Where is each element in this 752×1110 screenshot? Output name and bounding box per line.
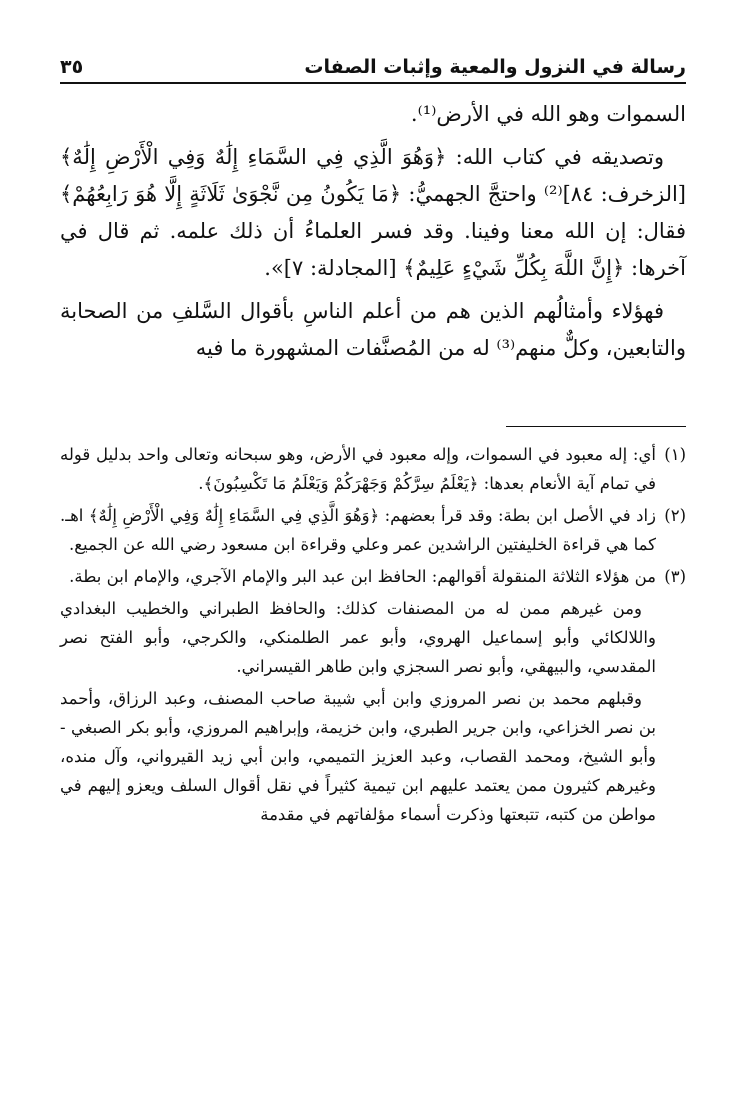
footnote-marker: (٣) [664, 567, 686, 586]
header-divider [60, 82, 686, 84]
running-title: رسالة في النزول والمعية وإثبات الصفات [304, 56, 686, 78]
footnote-3 [60, 562, 686, 591]
book-page [60, 0, 686, 1110]
main-paragraph-3: فهؤلاء وأمثالُهم الذين هم من أعلم الناسِ بأقوال السَّلفِ من الصحابة والتابعين، وكلٌّ منهم⁽³⁾ له من المُصنَّفات المشهورة ما فيه [60, 299, 686, 360]
footnote-text: من هؤلاء الثلاثة المنقولة أقوالهم: الحافظ ابن عبد البر والإمام الآجري، والإمام ابن بطة. [69, 567, 656, 586]
footnote-text: زاد في الأصل ابن بطة: وقد قرأ بعضهم: ﴿وَهُوَ الَّذِي فِي السَّمَاءِ إِلَٰهٌ وَفِي الْأَرْضِ إِلَٰهٌ﴾ اهـ. كما هي قراءة الخليفتين الراشدين عمر وعلي وقراءة ابن مسعود رضي الله عن الجميع. [60, 506, 656, 554]
main-paragraph-2: وتصديقه في كتاب الله: ﴿وَهُوَ الَّذِي فِي السَّمَاءِ إِلَٰهٌ وَفِي الْأَرْضِ إِلَٰهٌ﴾ [الزخرف: ٨٤]⁽²⁾ واحتجَّ الجهميُّ: ﴿مَا يَكُونُ مِن نَّجْوَىٰ ثَلَاثَةٍ إِلَّا هُوَ رَابِعُهُمْ﴾ فقال: إن الله معنا وفينا. وقد فسر العلماءُ أن ذلك علمه. ثم قال في آخرها: ﴿إِنَّ اللَّهَ بِكُلِّ شَيْءٍ عَلِيمٌ﴾ [المجادلة: ٧]». [60, 145, 686, 280]
footnote-1 [60, 440, 686, 498]
main-paragraph-1: السموات وهو الله في الأرض⁽¹⁾. [410, 102, 686, 126]
page-number: ٣٥ [60, 56, 84, 78]
main-text [60, 96, 686, 373]
running-header [60, 44, 686, 78]
footnote-continuation-1: ومن غيرهم ممن له من المصنفات كذلك: والحافظ الطبراني والخطيب البغدادي واللالكائي وأبو إسماعيل الهروي، وأبو عمر الطلمنكي، والكرجي، وأبو الفتح نصر المقدسي، والبيهقي، وأبو نصر السجزي وابن طاهر القيسراني. [60, 599, 656, 676]
footnote-2 [60, 501, 686, 559]
footnotes [60, 440, 686, 832]
footnote-marker: (١) [664, 445, 686, 464]
footnote-marker: (٢) [664, 506, 686, 525]
footnote-continuation-2: وقبلهم محمد بن نصر المروزي وابن أبي شيبة صاحب المصنف، وعبد الرزاق، وأحمد بن نصر الخزاعي، وابن جرير الطبري، وابن خزيمة، وإبراهيم المروزي، وأبو بكر الصبغي - وأبو الشيخ، ومحمد القصاب، وعبد العزيز التميمي، وابن أبي زيد القيرواني، وآل منده، وغيرهم كثيرون ممن يعتمد عليهم ابن تيمية كثيراً في نقل أقوال السلف ويعزو إليهم في مواطن من كتبه، تتبعتها وذكرت أسماء مؤلفاتهم في مقدمة [60, 689, 656, 824]
footnote-text: أي: إله معبود في السموات، وإله معبود في الأرض، وهو سبحانه وتعالى واحد بدليل قوله في تمام آية الأنعام بعدها: ﴿يَعْلَمُ سِرَّكُمْ وَجَهْرَكُمْ وَيَعْلَمُ مَا تَكْسِبُونَ﴾. [60, 445, 656, 493]
footnote-divider [506, 426, 686, 427]
